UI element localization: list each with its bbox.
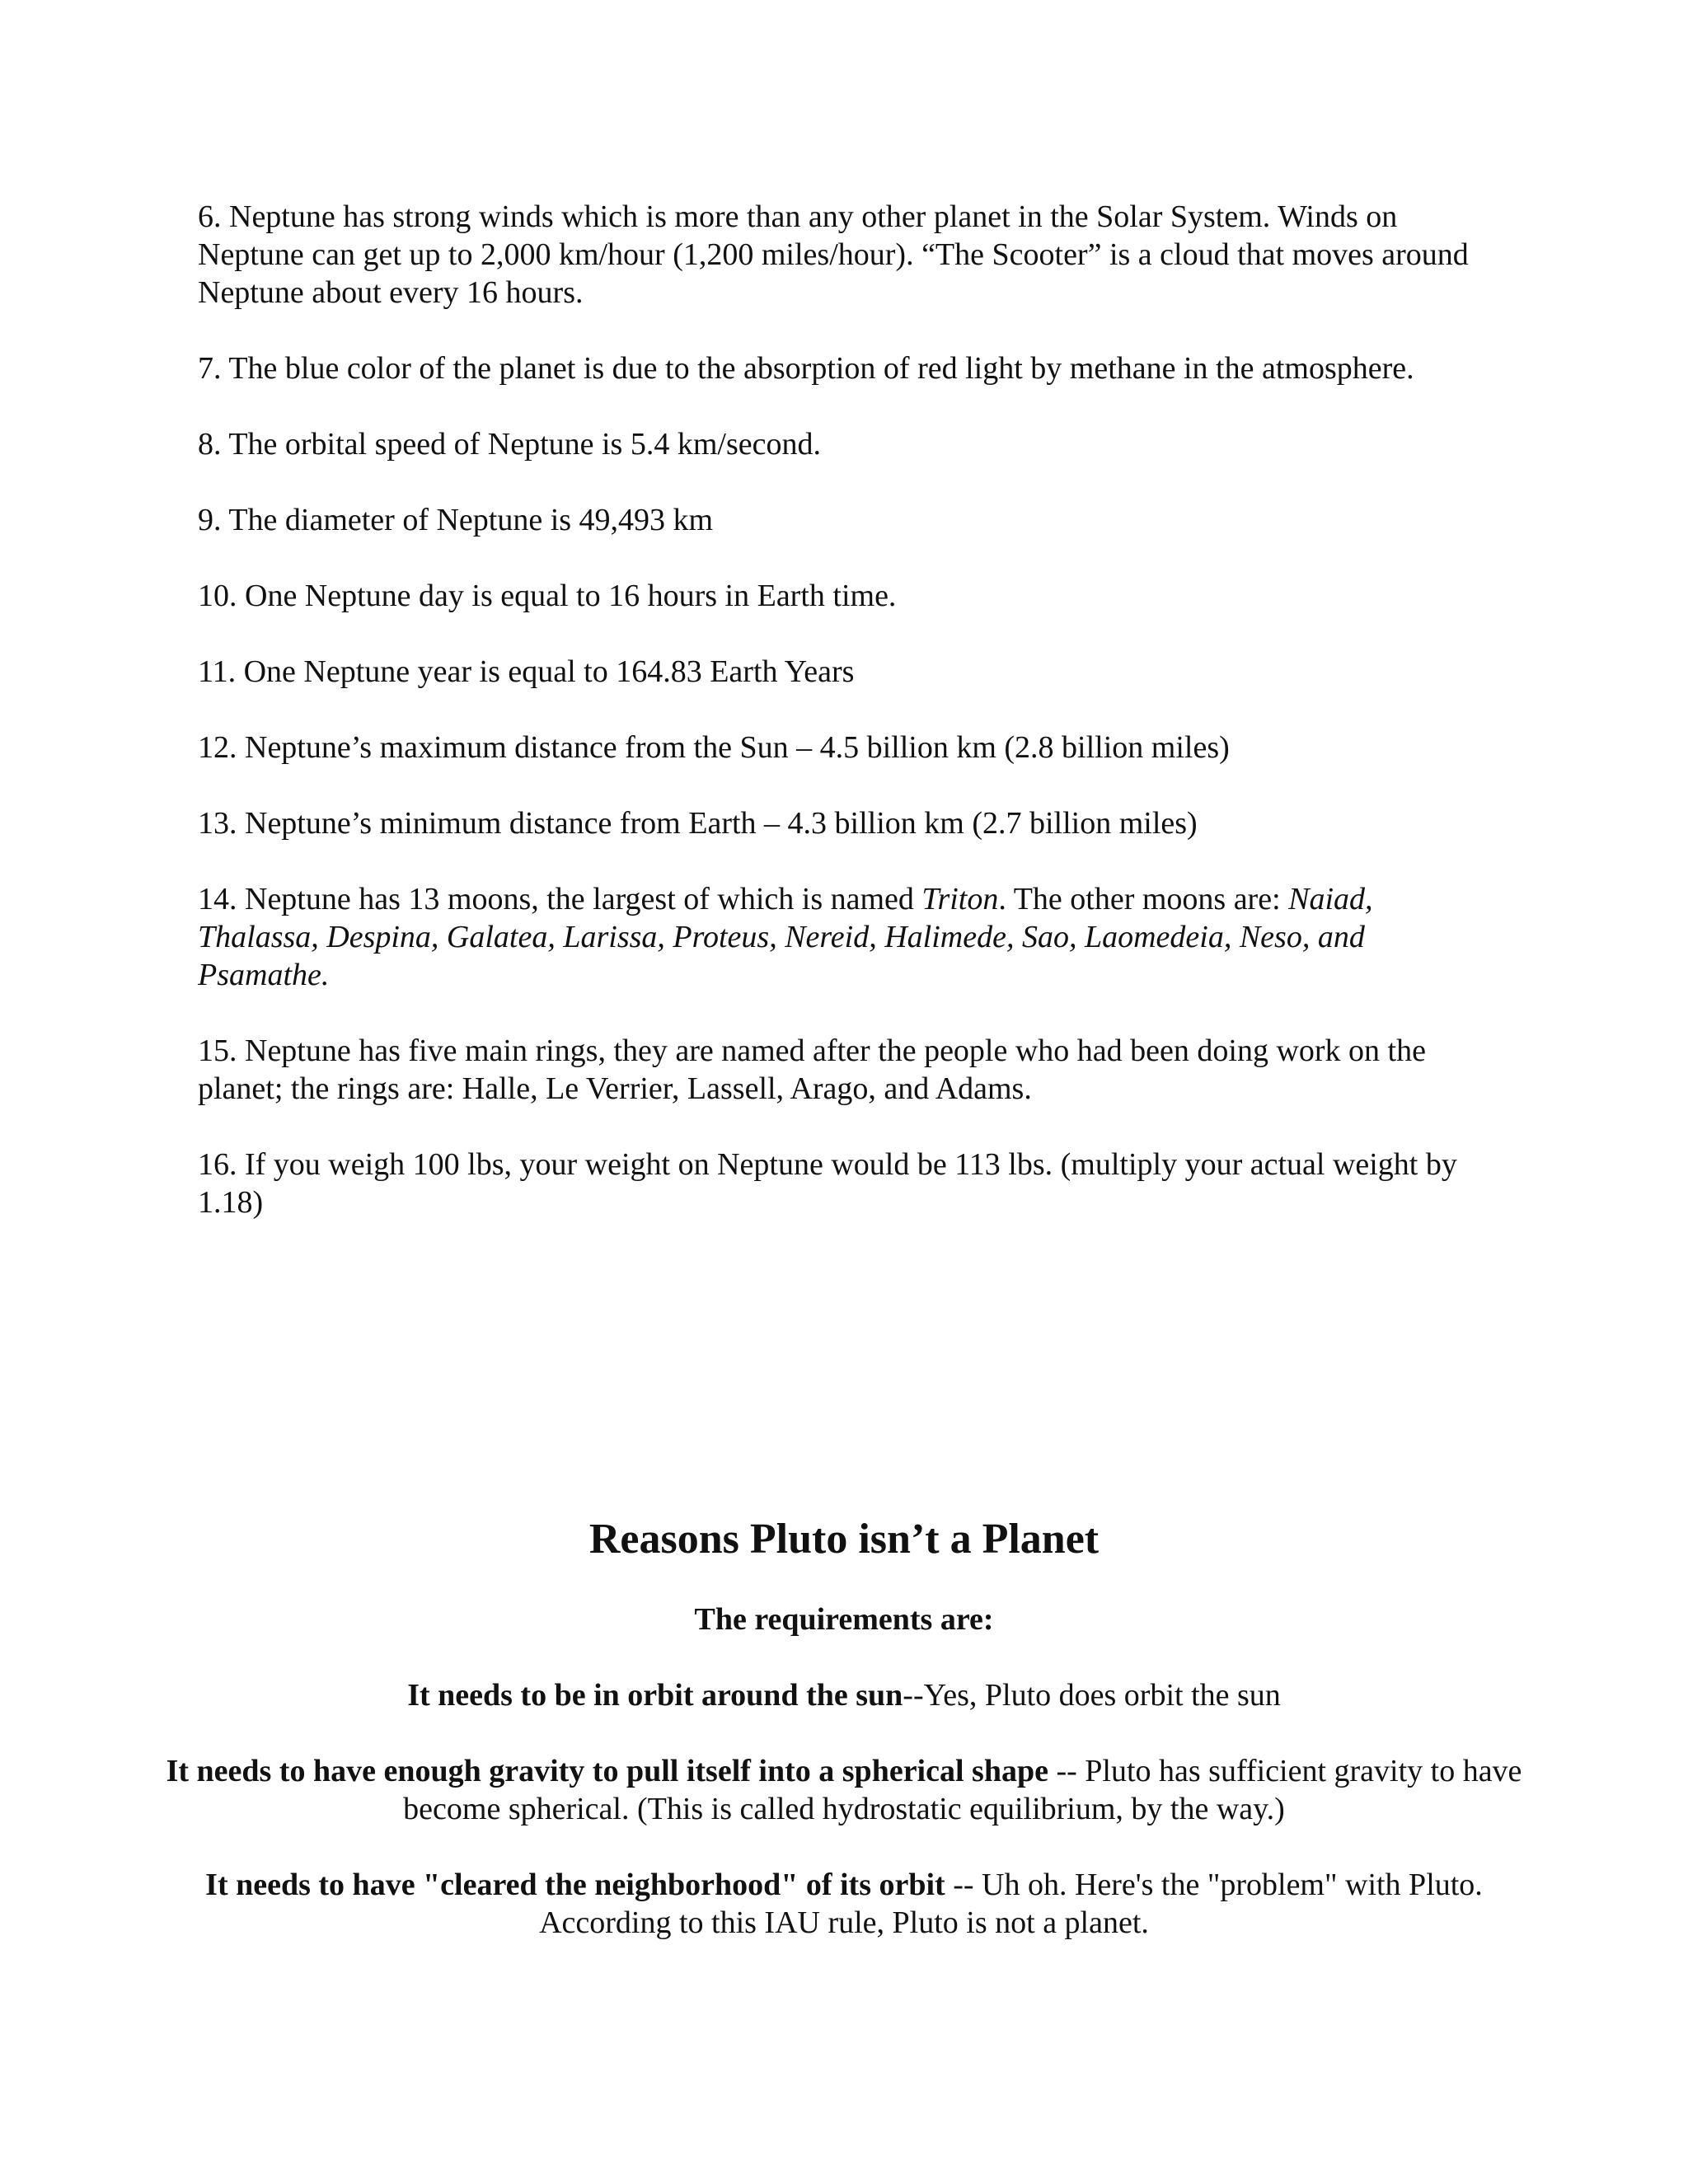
largest-moon-name: Triton [921, 882, 999, 916]
other-moons-list: Naiad, Thalassa, Despina, Galatea, Larissa, Proteus, Nereid, Halimede, Sao, Laomedeia, Neso, and Psamathe. [198, 882, 1373, 992]
requirement-spherical-text: -- Pluto has sufficient gravity to have become spherical. (This is called hydrostatic equilibrium, by the way.) [403, 1754, 1522, 1826]
fact-10: 10. One Neptune day is equal to 16 hours in Earth time. [198, 579, 897, 613]
fact-14 [198, 880, 1500, 994]
fact-8: 8. The orbital speed of Neptune is 5.4 km/second. [198, 427, 821, 462]
requirement-neighborhood-text: -- Uh oh. Here's the "problem" with Pluto. According to this IAU rule, Pluto is not a planet. [539, 1868, 1483, 1940]
fact-9: 9. The diameter of Neptune is 49,493 km [198, 503, 714, 537]
fact-15: 15. Neptune has five main rings, they are named after the people who had been doing work on the planet; the rings are: Halle, Le Verrier, Lassell, Arago, and Adams. [198, 1033, 1426, 1106]
requirement-spherical-bold: It needs to have enough gravity to pull itself into a spherical shape [166, 1754, 1048, 1788]
pluto-section [165, 1515, 1523, 1980]
neptune-facts-list [198, 198, 1500, 1259]
fact-13: 13. Neptune’s minimum distance from Earth – 4.3 billion km (2.7 billion miles) [198, 806, 1198, 841]
fact-14-prefix: 14. Neptune has 13 moons, the largest of which is named [198, 882, 922, 916]
fact-11: 11. One Neptune year is equal to 164.83 Earth Years [198, 654, 855, 689]
fact-16: 16. If you weigh 100 lbs, your weight on Neptune would be 113 lbs. (multiply your actual weight by 1.18) [198, 1147, 1457, 1220]
requirement-orbit-text: --Yes, Pluto does orbit the sun [903, 1678, 1281, 1713]
requirement-orbit-bold: It needs to be in orbit around the sun [407, 1678, 903, 1713]
requirement-neighborhood [165, 1866, 1523, 1942]
fact-6: 6. Neptune has strong winds which is more than any other planet in the Solar System. Winds on Neptune can get up to 2,000 km/hour (1,200 miles/hour). “The Scooter” is a cloud that moves around Neptune about every 16 hours. [198, 199, 1469, 310]
fact-14-middle: . The other moons are: [998, 882, 1289, 916]
requirement-spherical [165, 1752, 1523, 1828]
fact-12: 12. Neptune’s maximum distance from the Sun – 4.5 billion km (2.8 billion miles) [198, 730, 1230, 765]
section-title: Reasons Pluto isn’t a Planet [588, 1516, 1100, 1563]
requirements-subtitle: The requirements are: [694, 1602, 994, 1637]
fact-7: 7. The blue color of the planet is due to the absorption of red light by methane in the atmosphere. [198, 351, 1414, 386]
requirement-orbit [165, 1676, 1523, 1714]
requirement-neighborhood-bold: It needs to have "cleared the neighborhood" of its orbit [205, 1868, 945, 1902]
